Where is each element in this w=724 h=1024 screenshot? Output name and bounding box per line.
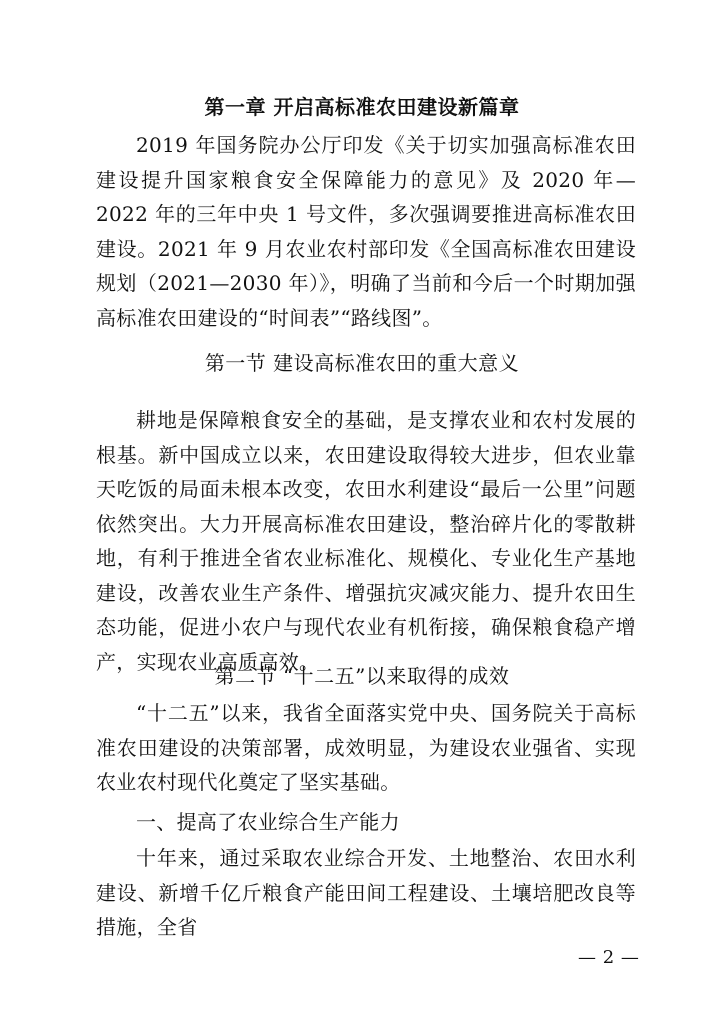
intro-paragraph: 2019 年国务院办公厅印发《关于切实加强高标准农田建设提升国家粮食安全保障能力的意见》及 2020 年—2022 年的三年中央 1 号文件，多次强调要推进高标准农田建设。2021 年 9 月农业农村部印发《全国高标准农田建设规划（2021—2030 年）》，明确了当前和今后一个时期加强高标准农田建设的“时间表”“路线图”。 [96,133,636,330]
chapter-title: 第一章 开启高标准农田建设新篇章 [204,95,520,119]
section-2-paragraph: “十二五”以来，我省全面落实党中央、国务院关于高标准农田建设的决策部署，成效明显，为建设农业强省、实现农业农村现代化奠定了坚实基础。 [96,701,636,794]
section-2-paragraph-2: 十年来，通过采取农业综合开发、土地整治、农田水利建设、新增千亿斤粮食产能田间工程建设、土壤培肥改良等措施，全省 [96,846,636,939]
section-1-paragraph: 耕地是保障粮食安全的基础，是支撑农业和农村发展的根基。新中国成立以来，农田建设取得较大进步，但农业靠天吃饭的局面未根本改变，农田水利建设“最后一公里”问题依然突出。大力开展高标准农田建设，整治碎片化的零散耕地，有利于推进全省农业标准化、规模化、专业化生产基地建设，改善农业生产条件、增强抗灾减灾能力、提升农田生态功能，促进小农户与现代农业有机衔接，确保粮食稳产增产，实现农业高质高效。 [96,408,636,674]
section-1-title: 第一节 建设高标准农田的重大意义 [204,351,520,375]
subheading-productivity: 一、提高了农业综合生产能力 [136,810,400,834]
section-2-title: 第二节 “十二五”以来取得的成效 [214,664,510,688]
page-number: — 2 — [578,947,640,968]
